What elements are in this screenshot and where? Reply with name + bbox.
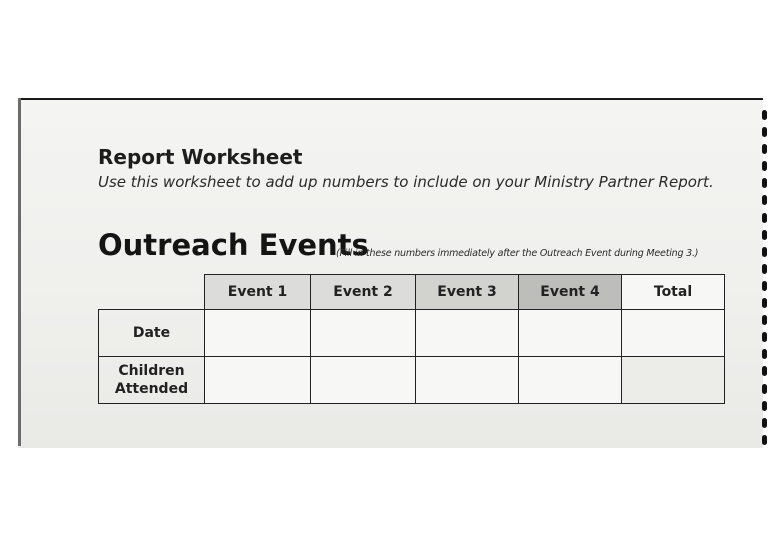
table-header-row (99, 275, 725, 310)
row-label-line-1: Children (118, 363, 185, 379)
cell-date-event-1[interactable] (205, 310, 311, 357)
section-title: Outreach Events (98, 228, 369, 262)
cell-date-event-2[interactable] (311, 310, 416, 357)
table-row (99, 357, 725, 404)
cell-children-event-4[interactable] (519, 357, 622, 404)
cell-date-event-4[interactable] (519, 310, 622, 357)
cell-children-event-1[interactable] (205, 357, 311, 404)
cell-date-event-3[interactable] (416, 310, 519, 357)
table-row (99, 310, 725, 357)
row-label-line-2: Attended (114, 381, 189, 397)
header-event-4: Event 4 (519, 275, 622, 310)
spiral-binding (760, 110, 768, 445)
header-event-1: Event 1 (205, 275, 311, 310)
worksheet-subtitle: Use this worksheet to add up numbers to include on your Ministry Partner Report. (98, 173, 714, 191)
row-label-date: Date (99, 310, 205, 357)
page-edge (18, 98, 21, 446)
table-corner (99, 275, 205, 310)
cell-children-event-3[interactable] (416, 357, 519, 404)
header-event-3: Event 3 (416, 275, 519, 310)
header-total: Total (622, 275, 725, 310)
worksheet-title: Report Worksheet (98, 145, 303, 169)
cell-children-event-2[interactable] (311, 357, 416, 404)
header-event-2: Event 2 (311, 275, 416, 310)
cell-date-total[interactable] (622, 310, 725, 357)
row-label-children-attended (99, 357, 205, 404)
section-note: (Fill in these numbers immediately after the Outreach Event during Meeting 3.) (336, 248, 699, 259)
outreach-events-table (98, 274, 725, 404)
cell-children-total[interactable] (622, 357, 725, 404)
